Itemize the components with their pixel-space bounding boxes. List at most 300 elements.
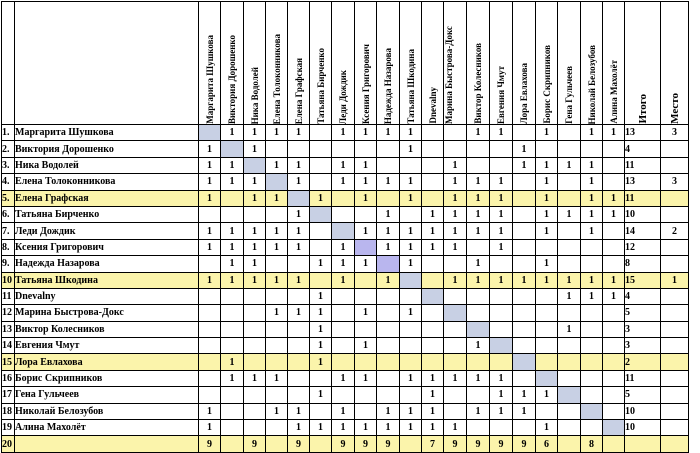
score-cell: 1 <box>490 370 513 386</box>
score-cell: 1 <box>266 190 288 206</box>
table-row <box>2 174 689 190</box>
row-number: 1. <box>2 125 15 141</box>
score-cell <box>310 141 332 157</box>
score-cell <box>355 354 377 370</box>
score-cell: 1 <box>400 370 422 386</box>
score-cell <box>558 387 581 403</box>
score-cell <box>581 338 603 354</box>
score-cell <box>377 256 400 272</box>
score-cell <box>536 305 558 321</box>
header-player <box>377 2 400 125</box>
score-cell <box>332 190 355 206</box>
table-row <box>2 125 689 141</box>
score-cell <box>490 420 513 436</box>
score-cell <box>422 256 444 272</box>
table-row <box>2 157 689 173</box>
table-row <box>2 321 689 337</box>
score-cell: 1 <box>467 403 490 419</box>
total-cell: 4 <box>625 141 661 157</box>
row-number: 9. <box>2 256 15 272</box>
score-cell <box>377 141 400 157</box>
score-cell <box>467 305 490 321</box>
score-cell <box>603 321 625 337</box>
score-cell: 1 <box>536 174 558 190</box>
score-cell <box>221 387 244 403</box>
score-cell <box>310 223 332 239</box>
score-cell <box>513 354 536 370</box>
score-cell <box>288 387 310 403</box>
score-cell: 1 <box>310 354 332 370</box>
score-cell <box>581 354 603 370</box>
score-cell: 1 <box>400 420 422 436</box>
score-cell <box>603 239 625 255</box>
score-cell: 1 <box>332 272 355 288</box>
score-cell: 1 <box>221 354 244 370</box>
header-player <box>266 2 288 125</box>
score-cell <box>266 436 288 452</box>
place-cell: 1 <box>661 272 689 288</box>
score-cell <box>422 321 444 337</box>
score-cell: 1 <box>221 272 244 288</box>
score-cell <box>581 387 603 403</box>
score-cell <box>603 338 625 354</box>
score-cell <box>244 387 266 403</box>
score-cell <box>199 354 221 370</box>
score-cell <box>467 157 490 173</box>
header-player-label: Марина Быстрова-Докс <box>444 26 454 124</box>
score-cell <box>266 141 288 157</box>
score-cell: 1 <box>199 141 221 157</box>
score-cell: 9 <box>490 436 513 452</box>
score-cell: 1 <box>400 403 422 419</box>
place-cell <box>661 239 689 255</box>
score-cell <box>377 321 400 337</box>
row-number: 5. <box>2 190 15 206</box>
score-cell <box>244 354 266 370</box>
score-cell: 1 <box>422 420 444 436</box>
score-cell: 1 <box>603 288 625 304</box>
score-cell <box>288 288 310 304</box>
place-cell <box>661 420 689 436</box>
place-cell <box>661 141 689 157</box>
header-player-label: Надежда Назарова <box>383 47 393 124</box>
score-cell: 1 <box>288 206 310 222</box>
player-name: Лора Евлахова <box>15 354 199 370</box>
results-table <box>1 1 689 453</box>
player-name: Елена Толоконникова <box>15 174 199 190</box>
header-player <box>513 2 536 125</box>
total-cell: 13 <box>625 174 661 190</box>
score-cell: 1 <box>288 125 310 141</box>
score-cell <box>355 239 377 255</box>
header-total <box>625 2 661 125</box>
score-cell: 1 <box>310 321 332 337</box>
row-number: 4. <box>2 174 15 190</box>
score-cell <box>355 403 377 419</box>
score-cell <box>266 420 288 436</box>
score-cell <box>244 305 266 321</box>
score-cell: 1 <box>310 190 332 206</box>
score-cell: 1 <box>513 141 536 157</box>
header-player <box>536 2 558 125</box>
score-cell: 1 <box>400 305 422 321</box>
score-cell: 1 <box>332 256 355 272</box>
score-cell <box>288 370 310 386</box>
score-cell: 1 <box>467 190 490 206</box>
score-cell <box>288 338 310 354</box>
score-cell: 1 <box>221 256 244 272</box>
score-cell <box>603 174 625 190</box>
row-number: 14 <box>2 338 15 354</box>
header-player-label: Dnevalny <box>427 87 438 124</box>
score-cell <box>221 436 244 452</box>
score-cell <box>199 338 221 354</box>
score-cell <box>444 321 467 337</box>
score-cell: 1 <box>444 190 467 206</box>
score-cell <box>467 387 490 403</box>
score-cell <box>310 239 332 255</box>
total-cell: 13 <box>625 125 661 141</box>
score-cell: 1 <box>444 370 467 386</box>
score-cell: 1 <box>558 288 581 304</box>
score-cell <box>400 157 422 173</box>
score-cell: 1 <box>332 403 355 419</box>
place-cell <box>661 338 689 354</box>
score-cell: 1 <box>244 272 266 288</box>
score-cell <box>558 239 581 255</box>
header-place-label: Место <box>668 93 681 124</box>
row-number: 6. <box>2 206 15 222</box>
player-name: Борис Скрипников <box>15 370 199 386</box>
score-cell: 1 <box>221 157 244 173</box>
header-player-label: Николай Белозубов <box>586 44 597 124</box>
score-cell: 1 <box>377 223 400 239</box>
score-cell <box>467 141 490 157</box>
score-cell: 1 <box>221 223 244 239</box>
header-total-label: Итого <box>636 94 649 124</box>
score-cell <box>266 174 288 190</box>
table-row <box>2 354 689 370</box>
score-cell <box>199 256 221 272</box>
header-player-label: Татьяна Шкодина <box>405 49 416 124</box>
header-player <box>288 2 310 125</box>
score-cell: 1 <box>199 223 221 239</box>
score-cell: 1 <box>467 272 490 288</box>
score-cell: 1 <box>199 239 221 255</box>
row-number: 10 <box>2 272 15 288</box>
score-cell <box>536 338 558 354</box>
score-cell <box>603 157 625 173</box>
header-player <box>400 2 422 125</box>
score-cell: 1 <box>310 288 332 304</box>
score-cell: 1 <box>400 239 422 255</box>
score-cell: 1 <box>444 174 467 190</box>
score-cell: 1 <box>422 239 444 255</box>
score-cell <box>581 256 603 272</box>
score-cell: 1 <box>199 157 221 173</box>
score-cell: 1 <box>581 174 603 190</box>
score-cell <box>310 125 332 141</box>
table-row <box>2 420 689 436</box>
score-cell <box>221 305 244 321</box>
score-cell: 1 <box>288 272 310 288</box>
score-cell: 1 <box>536 272 558 288</box>
header-player <box>603 2 625 125</box>
header-player-label: Татьяна Бирченко <box>315 48 326 124</box>
header-place <box>661 2 689 125</box>
score-cell <box>221 321 244 337</box>
header-player-label: Елена Графская <box>293 57 304 124</box>
score-cell <box>332 305 355 321</box>
player-name: Ксения Григорович <box>15 239 199 255</box>
score-cell <box>355 288 377 304</box>
score-cell <box>536 288 558 304</box>
score-cell <box>400 206 422 222</box>
score-cell: 1 <box>467 338 490 354</box>
score-cell <box>490 141 513 157</box>
score-cell <box>513 370 536 386</box>
score-cell <box>558 305 581 321</box>
score-cell: 1 <box>377 272 400 288</box>
score-cell <box>332 141 355 157</box>
header-player <box>490 2 513 125</box>
score-cell: 1 <box>199 272 221 288</box>
score-cell <box>581 239 603 255</box>
score-cell <box>444 305 467 321</box>
table-row <box>2 370 689 386</box>
score-cell <box>490 288 513 304</box>
score-cell <box>558 370 581 386</box>
score-cell: 1 <box>558 321 581 337</box>
score-cell: 1 <box>490 190 513 206</box>
score-cell <box>355 206 377 222</box>
score-cell: 1 <box>377 239 400 255</box>
table-row <box>2 239 689 255</box>
score-cell: 1 <box>603 272 625 288</box>
table-row <box>2 256 689 272</box>
total-cell: 3 <box>625 321 661 337</box>
score-cell: 1 <box>266 403 288 419</box>
score-cell <box>444 125 467 141</box>
score-cell <box>422 272 444 288</box>
score-cell <box>355 321 377 337</box>
score-cell <box>332 223 355 239</box>
score-cell <box>288 354 310 370</box>
player-name: Елена Графская <box>15 190 199 206</box>
row-number: 13 <box>2 321 15 337</box>
place-cell <box>661 288 689 304</box>
total-cell: 4 <box>625 288 661 304</box>
score-cell <box>422 288 444 304</box>
score-cell <box>467 239 490 255</box>
score-cell <box>377 288 400 304</box>
score-cell <box>513 288 536 304</box>
header-player <box>310 2 332 125</box>
score-cell: 1 <box>467 125 490 141</box>
total-cell: 10 <box>625 420 661 436</box>
score-cell: 1 <box>288 305 310 321</box>
header-player-label: Гена Гульчеев <box>564 66 574 124</box>
table-row <box>2 305 689 321</box>
total-cell: 8 <box>625 256 661 272</box>
score-cell <box>244 288 266 304</box>
total-cell <box>625 436 661 452</box>
score-cell: 1 <box>288 223 310 239</box>
score-cell <box>377 370 400 386</box>
table-row <box>2 190 689 206</box>
score-cell: 1 <box>332 239 355 255</box>
score-cell <box>199 321 221 337</box>
score-cell <box>310 272 332 288</box>
place-cell: 2 <box>661 223 689 239</box>
score-cell: 1 <box>400 256 422 272</box>
score-cell: 1 <box>513 157 536 173</box>
score-cell: 1 <box>310 338 332 354</box>
score-cell: 1 <box>199 403 221 419</box>
place-cell <box>661 305 689 321</box>
score-cell: 1 <box>244 141 266 157</box>
corner-cell <box>2 2 15 125</box>
total-cell: 10 <box>625 403 661 419</box>
score-cell <box>422 125 444 141</box>
score-cell <box>400 436 422 452</box>
header-player <box>444 2 467 125</box>
score-cell: 1 <box>288 157 310 173</box>
player-name: Dnevalny <box>15 288 199 304</box>
score-cell <box>355 141 377 157</box>
score-cell: 1 <box>332 174 355 190</box>
score-cell: 1 <box>603 206 625 222</box>
score-cell <box>444 387 467 403</box>
score-cell: 7 <box>422 436 444 452</box>
score-cell: 1 <box>244 190 266 206</box>
score-cell: 1 <box>266 125 288 141</box>
score-cell: 1 <box>400 174 422 190</box>
score-cell: 1 <box>355 256 377 272</box>
header-player <box>244 2 266 125</box>
score-cell: 1 <box>536 256 558 272</box>
score-cell <box>513 190 536 206</box>
score-cell <box>422 141 444 157</box>
score-cell: 1 <box>377 206 400 222</box>
score-cell: 1 <box>221 239 244 255</box>
score-cell <box>467 354 490 370</box>
score-cell: 1 <box>467 370 490 386</box>
score-cell: 1 <box>581 125 603 141</box>
place-cell <box>661 321 689 337</box>
header-player <box>581 2 603 125</box>
total-cell: 10 <box>625 206 661 222</box>
score-cell: 1 <box>467 174 490 190</box>
score-cell <box>536 370 558 386</box>
total-cell: 11 <box>625 370 661 386</box>
score-cell: 1 <box>288 174 310 190</box>
player-name <box>15 436 199 452</box>
score-cell <box>221 190 244 206</box>
score-cell <box>603 436 625 452</box>
row-number: 8. <box>2 239 15 255</box>
player-name: Татьяна Бирченко <box>15 206 199 222</box>
score-cell <box>422 354 444 370</box>
score-cell <box>513 223 536 239</box>
score-cell <box>444 338 467 354</box>
score-cell <box>266 206 288 222</box>
score-cell: 1 <box>355 174 377 190</box>
table-row <box>2 288 689 304</box>
score-cell: 1 <box>490 239 513 255</box>
total-cell: 11 <box>625 157 661 173</box>
score-cell: 1 <box>422 370 444 386</box>
score-cell <box>422 305 444 321</box>
place-cell <box>661 206 689 222</box>
score-cell <box>513 206 536 222</box>
row-number: 17 <box>2 387 15 403</box>
header-player-label: Виктория Дорошенко <box>227 34 237 124</box>
score-cell: 1 <box>355 338 377 354</box>
score-cell: 1 <box>199 174 221 190</box>
score-cell: 1 <box>490 387 513 403</box>
score-cell: 1 <box>558 272 581 288</box>
table-row <box>2 206 689 222</box>
score-cell: 1 <box>244 256 266 272</box>
score-cell <box>581 403 603 419</box>
score-cell <box>377 354 400 370</box>
score-cell: 1 <box>536 223 558 239</box>
score-cell: 1 <box>266 157 288 173</box>
score-cell <box>199 305 221 321</box>
player-name: Леди Дождик <box>15 223 199 239</box>
score-cell <box>444 141 467 157</box>
score-cell: 1 <box>310 387 332 403</box>
header-player <box>199 2 221 125</box>
score-cell <box>490 338 513 354</box>
header-player-label: Леди Дождик <box>338 69 348 124</box>
score-cell: 1 <box>244 174 266 190</box>
score-cell <box>422 338 444 354</box>
place-cell <box>661 370 689 386</box>
score-cell <box>536 321 558 337</box>
score-cell: 1 <box>355 125 377 141</box>
score-cell <box>244 206 266 222</box>
score-cell: 8 <box>581 436 603 452</box>
score-cell: 1 <box>444 206 467 222</box>
score-cell: 1 <box>221 174 244 190</box>
place-cell: 3 <box>661 174 689 190</box>
score-cell <box>221 420 244 436</box>
score-cell: 1 <box>288 420 310 436</box>
score-cell: 9 <box>444 436 467 452</box>
score-cell <box>581 141 603 157</box>
score-cell: 1 <box>422 223 444 239</box>
score-cell <box>558 403 581 419</box>
header-player-label: Ника Водолей <box>249 66 260 124</box>
results-body <box>2 125 689 453</box>
score-cell: 1 <box>444 239 467 255</box>
score-cell <box>266 338 288 354</box>
score-cell: 9 <box>513 436 536 452</box>
score-cell: 1 <box>355 190 377 206</box>
score-cell <box>603 420 625 436</box>
score-cell <box>199 387 221 403</box>
score-cell: 9 <box>244 436 266 452</box>
score-cell: 1 <box>467 256 490 272</box>
score-cell: 1 <box>603 125 625 141</box>
score-cell <box>377 387 400 403</box>
header-player <box>332 2 355 125</box>
score-cell: 1 <box>332 370 355 386</box>
score-cell <box>332 354 355 370</box>
table-row <box>2 141 689 157</box>
